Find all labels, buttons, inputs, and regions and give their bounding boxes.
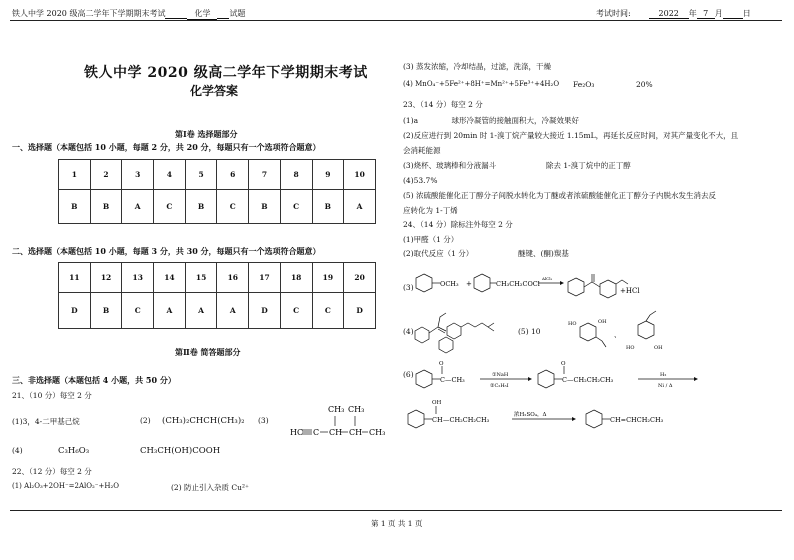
q21-a2-label: (2)	[140, 416, 151, 425]
q24-l3-cond: AlCl₃	[542, 276, 553, 281]
q24-l3-scheme	[412, 262, 662, 308]
ring-b	[439, 337, 453, 353]
answer-cell-2: B	[90, 190, 122, 224]
chain-r3: —CH₂CH₂CH₃	[443, 416, 490, 424]
q24-l6-route-1	[412, 356, 708, 396]
cond5: 浓H₂SO₄，Δ	[514, 412, 547, 418]
q-number-8: 18	[280, 263, 312, 293]
ch3-text-1: CH₃	[328, 405, 345, 414]
q21-a3-structure	[278, 400, 388, 440]
q21-head: 21、（10 分）每空 2 分	[12, 391, 92, 400]
ring-r2	[538, 370, 554, 388]
q24-l5-structures	[566, 305, 676, 355]
answer-cell-4: A	[154, 293, 186, 329]
ch3-text-3: CH₃	[369, 428, 386, 437]
answer-table-2	[58, 262, 376, 329]
arrowhead-r3	[572, 417, 576, 421]
answer-cell-5: B	[185, 190, 217, 224]
answer-cell-6: C	[217, 190, 249, 224]
cond2: ②C₂H₅I	[490, 383, 509, 389]
footer-rule	[10, 510, 782, 511]
q21-a1: (1)3，4-二甲基己烷	[12, 417, 80, 426]
q-number-10: 10	[344, 160, 376, 190]
chain	[584, 282, 600, 287]
ethyl	[438, 313, 446, 327]
q24-l5-label: (5) 10	[518, 327, 541, 336]
methoxy	[616, 280, 628, 284]
double-1	[438, 327, 446, 331]
q22-a4: (4) MnO₄⁻+5Fe²⁺+8H⁺=Mn²⁺+5Fe³⁺+4H₂O	[403, 80, 560, 88]
section3-heading: 三、非选择题（本题包括 4 小题，共 50 分）	[12, 375, 176, 385]
q-number-4: 4	[154, 160, 186, 190]
benzene-ring-3	[568, 278, 584, 296]
ring-r1	[416, 370, 432, 388]
q-number-1: 11	[59, 263, 91, 293]
q23-l1: (1)a 球形冷凝管的接触面积大，冷凝效果好	[403, 116, 579, 125]
c-r2: C	[562, 376, 567, 384]
q-number-8: 8	[280, 160, 312, 190]
ch-r3: CH	[432, 416, 443, 424]
q24-l3-plus: +HCl	[620, 287, 640, 295]
q22-a4b: Fe₂O₃	[573, 80, 595, 89]
n-methyl-1	[488, 323, 494, 327]
section2-heading: 二、选择题（本题包括 10 小题，每题 3 分，共 30 分，每题只有一个选项符合题意）	[12, 246, 321, 256]
och3-text: OCH₃	[440, 280, 459, 288]
cond1: ①NaH	[492, 372, 509, 378]
q22-a3: (3) 蒸发浓缩，冷却结晶，过滤，洗涤，干燥	[403, 62, 552, 71]
c-r1: C	[440, 376, 445, 384]
header-rule	[10, 20, 782, 21]
chain-r2: —CH₂CH₂CH₃	[567, 376, 614, 384]
q-number-3: 13	[122, 263, 154, 293]
page-subtitle: 化学答案	[190, 84, 239, 98]
q22-a1: (1) Al₂O₃+2OH⁻=2AlO₂⁻+H₂O	[12, 482, 120, 490]
product-r4: CH=CHCH₂CH₃	[610, 416, 664, 424]
part1-heading: 第Ⅰ卷 选择题部分	[175, 129, 238, 139]
oh-1: HO	[568, 321, 577, 327]
answer-cell-9: C	[312, 293, 344, 329]
q24-l3-reagent: CH₃CH₂COCl	[496, 280, 540, 288]
ring-c	[447, 323, 461, 339]
n-methyl-2	[488, 327, 494, 331]
q-number-5: 15	[185, 263, 217, 293]
vinyl-1	[596, 337, 606, 347]
q24-l1: (1)甲醛（1 分）	[403, 235, 459, 244]
q24-head: 24、（14 分）除标注外每空 2 分	[403, 220, 513, 229]
q23-l4a: (3)烧杯、玻璃棒和分液漏斗	[403, 161, 497, 170]
oh-4: OH	[654, 345, 663, 351]
q22-a2: (2) 防止引入杂质 Cu²⁺	[171, 483, 249, 492]
q24-l4-structure	[412, 305, 504, 355]
vinyl-2	[646, 311, 656, 321]
ch3-text-2: CH₃	[348, 405, 365, 414]
ring-a	[415, 327, 429, 343]
q21-a4a: C₃H₆O₃	[58, 446, 90, 456]
q-number-1: 1	[59, 160, 91, 190]
ring-r4	[586, 410, 602, 428]
q23-l2: (2)反应进行到 20min 时 1-溴丁烷产量较大接近 1.15mL，再延长反应时间，对其产量变化不大，且	[403, 131, 739, 140]
answer-cell-7: B	[249, 190, 281, 224]
answer-cell-1: B	[59, 190, 91, 224]
q21-a4-label: (4)	[12, 446, 23, 455]
answer-cell-8: C	[280, 293, 312, 329]
answer-cell-3: C	[122, 293, 154, 329]
q23-l3: 会消耗能源	[403, 146, 441, 155]
answer-cell-4: C	[154, 190, 186, 224]
q23-l4b: 除去 1-溴丁烷中的正丁醇	[546, 161, 631, 170]
answer-cell-10: A	[344, 190, 376, 224]
arrowhead-r2	[694, 377, 698, 381]
q24-l2a: (2)取代反应（1 分）	[403, 249, 474, 258]
q24-l6-label: (6)	[403, 370, 414, 379]
q22-a4c: 20%	[636, 80, 653, 89]
c-text: C	[313, 428, 320, 437]
arrowhead-r1	[528, 377, 532, 381]
q21-a4b: CH₃CH(OH)COOH	[140, 446, 221, 456]
side-chain	[461, 323, 488, 327]
q23-l7: 应转化为 1-丁烯	[403, 206, 458, 215]
answer-cell-1: D	[59, 293, 91, 329]
link-1	[429, 327, 438, 333]
q-number-7: 17	[249, 263, 281, 293]
answer-cell-10: D	[344, 293, 376, 329]
answer-cell-7: D	[249, 293, 281, 329]
q-number-6: 16	[217, 263, 249, 293]
q-number-3: 3	[122, 160, 154, 190]
q24-l2b: 醚键、(酮)羰基	[518, 249, 569, 258]
ch3-r1: —CH₃	[445, 376, 465, 384]
q-number-9: 9	[312, 160, 344, 190]
page-number: 第 1 页 共 1 页	[371, 519, 423, 528]
oh-r3: OH	[432, 400, 442, 406]
q21-a3-label: (3)	[258, 416, 269, 425]
ch-text-2: CH	[349, 428, 363, 437]
q-number-4: 14	[154, 263, 186, 293]
q-number-5: 5	[185, 160, 217, 190]
phenol-ring-1	[580, 323, 596, 341]
q23-l5: (4)53.7%	[403, 176, 438, 185]
q-number-9: 19	[312, 263, 344, 293]
ch-text-1: CH	[329, 428, 343, 437]
plus-sign: +	[466, 280, 472, 288]
arrowhead	[560, 281, 564, 285]
page-title: 铁人中学 2020 级高二学年下学期期末考试	[84, 65, 368, 81]
cond3: H₂	[660, 372, 667, 378]
q-number-7: 7	[249, 160, 281, 190]
o-r1: O	[439, 361, 444, 367]
benzene-ring-2	[474, 274, 490, 292]
exam-header-left: 铁人中学 2020 级高二学年下学期期末考试 化学 试题	[12, 9, 246, 18]
q-number-6: 6	[217, 160, 249, 190]
q24-l4-label: (4)	[403, 327, 414, 336]
oh-3: HO	[626, 345, 635, 351]
ring-r3	[408, 410, 424, 428]
o-r2: O	[561, 361, 566, 367]
answer-cell-9: B	[312, 190, 344, 224]
part2-heading: 第Ⅱ卷 简答题部分	[175, 347, 241, 357]
answer-cell-3: A	[122, 190, 154, 224]
separator: 、	[614, 331, 621, 339]
q23-head: 23、（14 分）每空 2 分	[403, 100, 483, 109]
q24-l3-label: (3)	[403, 283, 414, 292]
answer-cell-6: A	[217, 293, 249, 329]
answer-cell-8: C	[280, 190, 312, 224]
exam-time: 考试时间: 2022 年 7 月 日	[596, 9, 751, 18]
oh-2: OH	[598, 319, 607, 325]
benzene-ring-1	[416, 274, 432, 292]
q22-head: 22、（12 分）每空 2 分	[12, 467, 92, 476]
answer-cell-5: A	[185, 293, 217, 329]
q-number-2: 2	[90, 160, 122, 190]
hc-text: HC	[290, 428, 304, 437]
cond4: Ni / Δ	[658, 383, 673, 389]
phenol-ring-2	[638, 321, 654, 339]
benzene-ring-4	[600, 280, 616, 298]
answer-cell-2: B	[90, 293, 122, 329]
q24-l6-route-2	[404, 396, 704, 432]
q-number-10: 20	[344, 263, 376, 293]
q-number-2: 12	[90, 263, 122, 293]
q21-a2: (CH₃)₂CHCH(CH₃)₂	[162, 416, 245, 426]
section1-heading: 一、选择题（本题包括 10 小题，每题 2 分，共 20 分，每题只有一个选项符合题意）	[12, 142, 321, 152]
answer-table-1	[58, 159, 376, 224]
q23-l6: (5) 浓硫酸能催化正丁醇分子间脱水转化为丁醚或者浓硫酸能催化正丁醇分子内脱水发生消去反	[403, 191, 717, 200]
